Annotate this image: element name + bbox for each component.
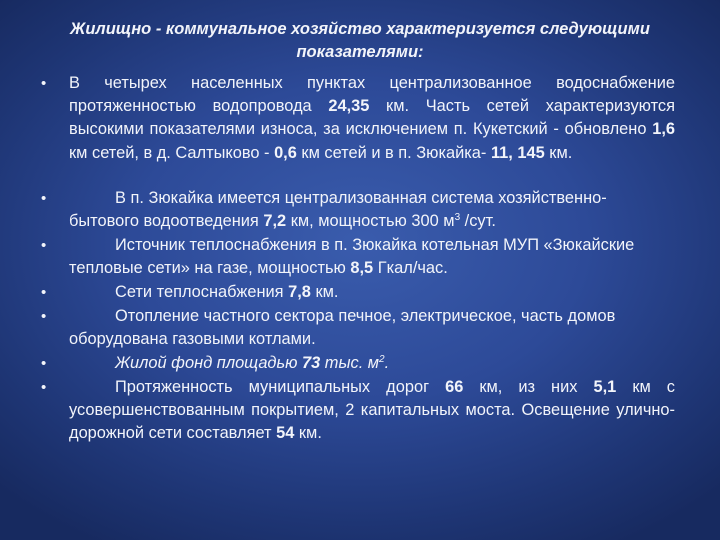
text: Сети теплоснабжения (115, 283, 289, 301)
text: Гкал/час. (373, 259, 448, 278)
value: 7,2 (263, 212, 287, 231)
superscript: 3 (454, 212, 461, 224)
text: тыс. м (320, 354, 380, 372)
list-item-heating (0, 305, 720, 352)
bullet-icon: • (41, 284, 47, 301)
value: 1,6 (652, 120, 675, 139)
text: В п. Зюкайка имеется централизованная система хозяйственно-бытового водоотведения (69, 189, 607, 231)
bullet-icon: • (41, 237, 47, 254)
list-item-wastewater (0, 187, 720, 234)
value: 73 (302, 354, 321, 372)
text: Жилой фонд площадью (115, 354, 302, 372)
bullet-list (0, 72, 720, 446)
superscript: 2 (379, 354, 385, 365)
value: 5,1 (593, 378, 617, 396)
value: 54 (276, 424, 295, 443)
bullet-icon: • (41, 379, 47, 396)
text: км, мощностью 300 м (286, 212, 455, 231)
text: км. (294, 424, 322, 443)
text: . (384, 354, 390, 372)
text: км сетей, в д. Салтыково - (69, 143, 275, 162)
value: 7,8 (288, 283, 311, 301)
list-item-heat-networks (0, 281, 720, 305)
text: Источник теплоснабжения в п. Зюкайка котельная МУП «Зюкайские тепловые сети» на газе, мощностью (69, 236, 635, 278)
bullet-icon: • (41, 75, 47, 92)
bullet-icon: • (41, 308, 47, 325)
text: Отопление частного сектора печное, электрическое, часть домов оборудована газовыми котлами. (69, 307, 616, 349)
list-item-housing (0, 352, 720, 376)
text: км. Часть сетей характеризуются высокими показателями износа, за исключением п. Кукетский - обновлено (69, 97, 675, 139)
value: 0,6 (274, 143, 297, 162)
title-line-2: показателями: (296, 43, 424, 61)
text: км. (310, 283, 339, 301)
value: 66 (445, 378, 464, 396)
value: 11, 145 (490, 143, 545, 162)
text: км. (544, 143, 573, 162)
text: км с усовершенствованным покрытием, 2 капитальных моста. Освещение улично- дорожной сети составляет (69, 378, 675, 443)
bullet-icon: • (41, 190, 47, 207)
text: км, из них (463, 378, 594, 396)
value: 8,5 (350, 259, 374, 278)
list-item-roads (0, 376, 720, 446)
title-line-1: Жилищно - коммунальное хозяйство характеризуется следующими (70, 20, 650, 38)
value: 24,35 (328, 97, 370, 116)
list-item-heat-source (0, 234, 720, 281)
text: км сетей и в п. Зюкайка- (296, 143, 491, 162)
bullet-icon: • (41, 355, 47, 372)
text: В четырех населенных пунктах централизованное водоснабжение протяженностью водопровода (69, 74, 675, 116)
text: Протяженность муниципальных дорог (115, 378, 446, 396)
slide-title (60, 18, 660, 64)
text: /сут. (460, 212, 496, 231)
list-item-water-supply (0, 72, 720, 187)
